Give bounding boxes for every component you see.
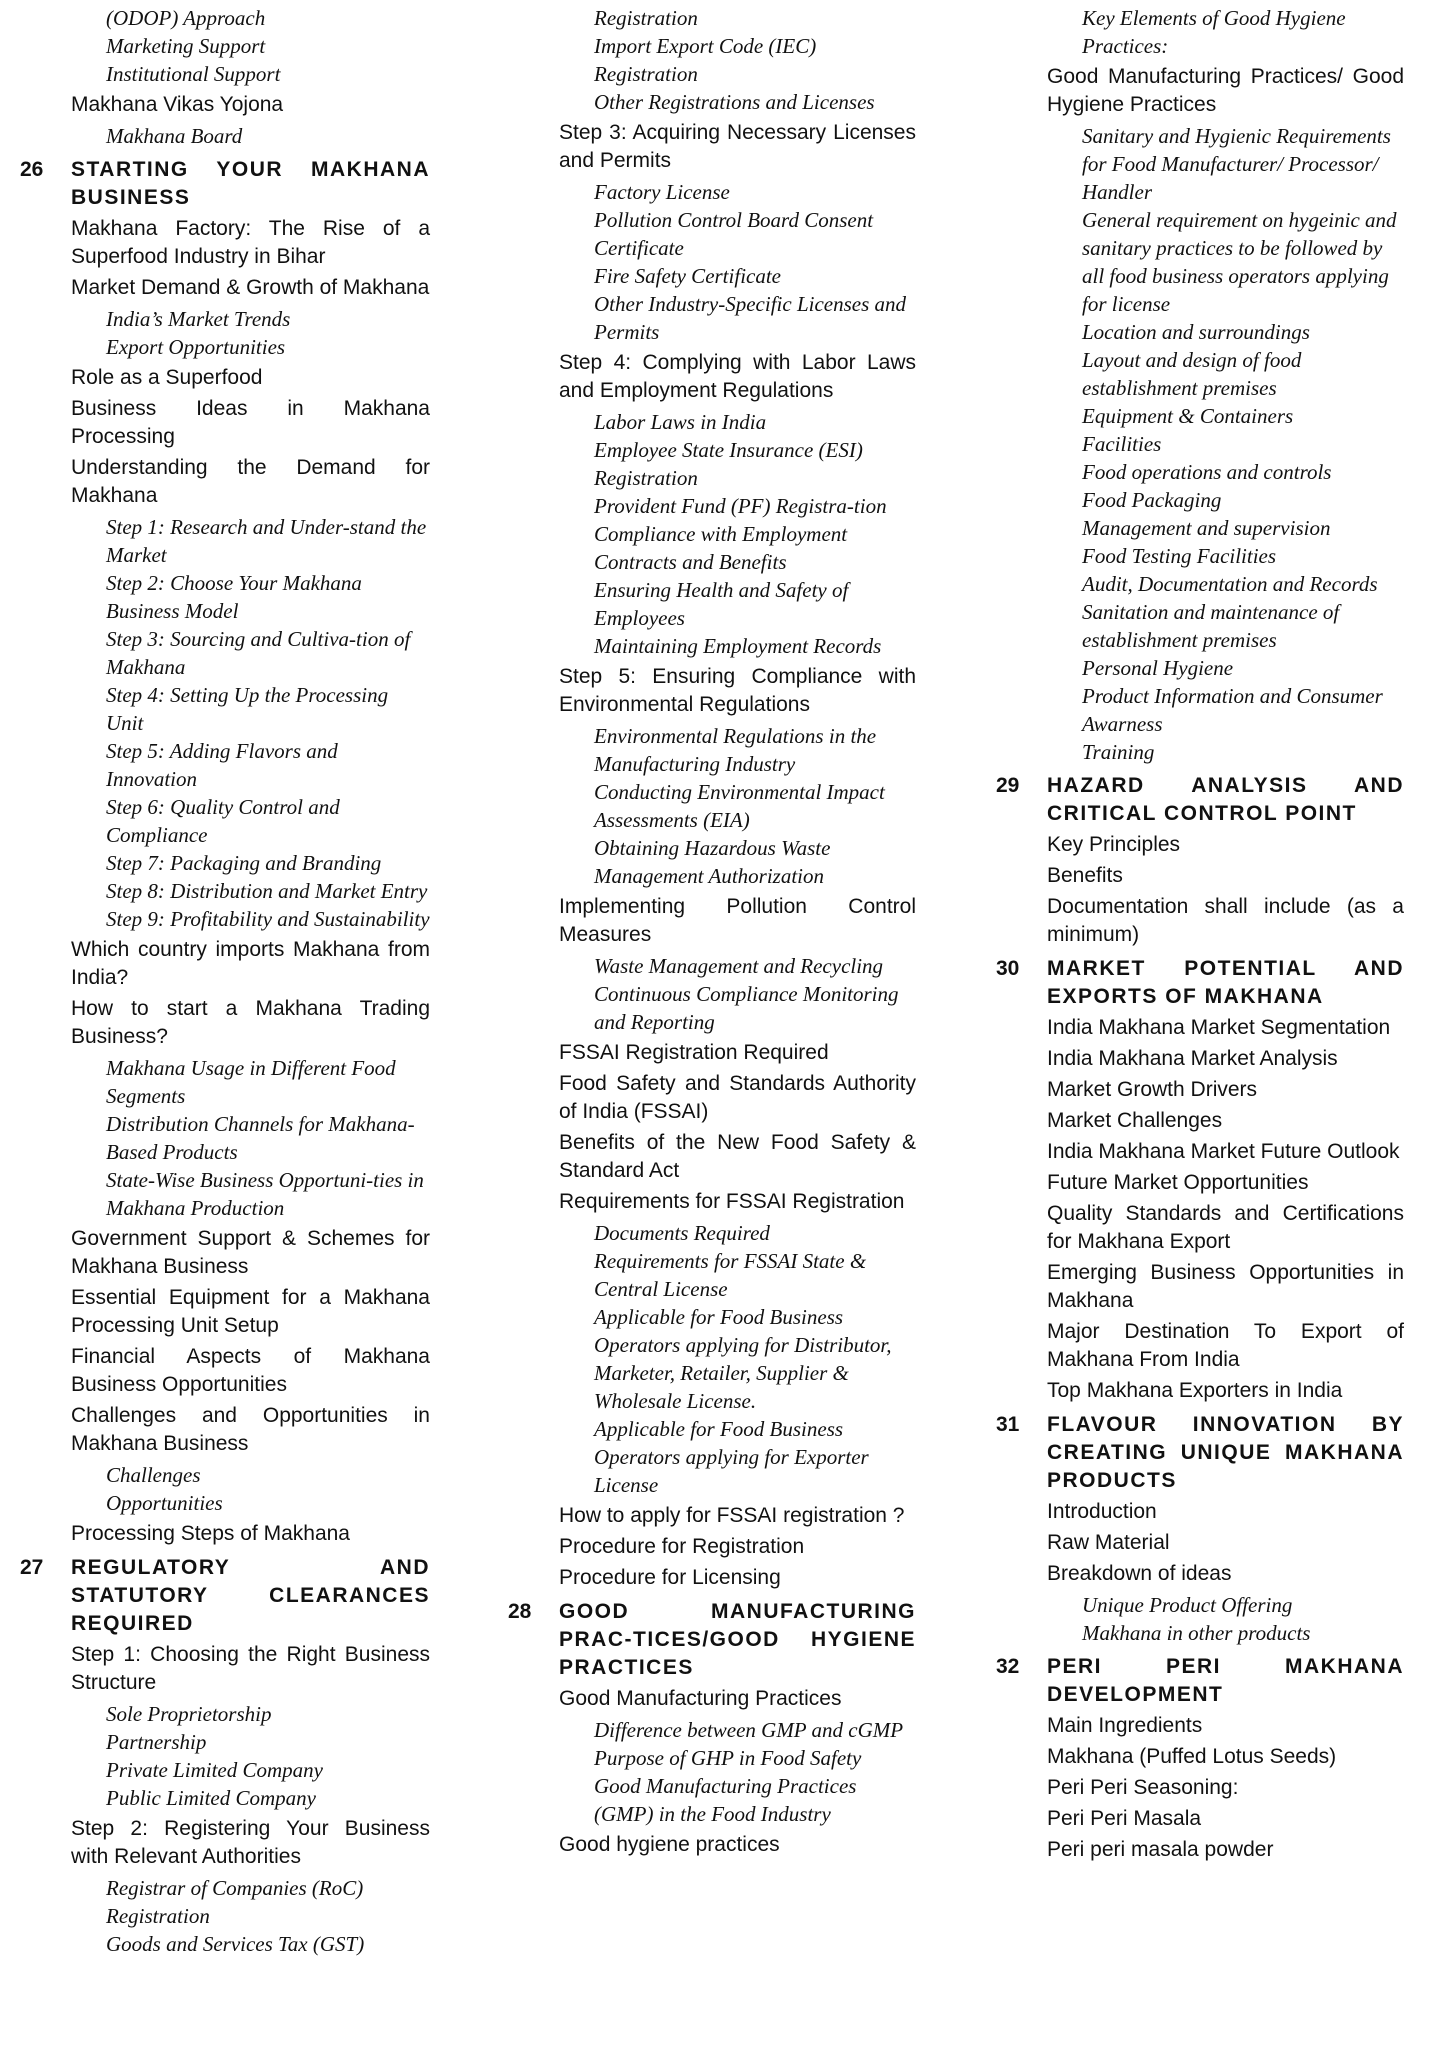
subsection-entry: Step 1: Research and Under-stand the Market [106, 515, 427, 567]
subsection-entry: Sole Proprietorship [106, 1702, 272, 1726]
section-entry: Government Support & Schemes for Makhana Business [71, 1227, 430, 1278]
subsection-entry: Challenges [106, 1463, 201, 1487]
subsection-entry: Food Packaging [1082, 488, 1222, 512]
subsection-entry: Conducting Environmental Impact Assessments (EIA) [594, 780, 885, 832]
subsection-entry: Ensuring Health and Safety of Employees [594, 578, 849, 630]
chapter-title: MARKET POTENTIAL AND EXPORTS OF MAKHANA [1047, 957, 1404, 1008]
subsection-entry: Factory License [594, 180, 730, 204]
chapter-heading [996, 1653, 1404, 1709]
section-entry: Financial Aspects of Makhana Business Opportunities [71, 1345, 430, 1396]
subsection-entry: Distribution Channels for Makhana-Based Products [106, 1112, 415, 1164]
chapter-number: 28 [508, 1600, 532, 1623]
subsection-entry: Continuous Compliance Monitoring and Reporting [594, 982, 899, 1034]
section-entry: Breakdown of ideas [1047, 1562, 1232, 1585]
subsection-entry: Purpose of GHP in Food Safety [594, 1746, 862, 1770]
section-entry: Challenges and Opportunities in Makhana Business [71, 1404, 430, 1455]
section-entry: Makhana (Puffed Lotus Seeds) [1047, 1745, 1337, 1768]
subsection-entry: Layout and design of food establishment premises [1082, 348, 1302, 400]
subsection-entry: State-Wise Business Opportuni-ties in Makhana Production [106, 1168, 424, 1220]
section-entry: Step 1: Choosing the Right Business Structure [71, 1643, 430, 1694]
chapter-title: HAZARD ANALYSIS AND CRITICAL CONTROL POINT [1047, 774, 1404, 825]
subsection-entry: Management and supervision [1082, 516, 1331, 540]
subsection-entry: Applicable for Food Business Operators applying for Distributor, Marketer, Retailer, Supplier & Wholesale License. [594, 1305, 892, 1413]
section-entry: Quality Standards and Certifications for Makhana Export [1047, 1202, 1404, 1253]
subsection-entry: Maintaining Employment Records [594, 634, 882, 658]
chapter-title: FLAVOUR INNOVATION BY CREATING UNIQUE MAKHANA PRODUCTS [1047, 1413, 1404, 1492]
subsection-entry: Obtaining Hazardous Waste Management Authorization [594, 836, 831, 888]
subsection-entry: Documents Required [594, 1221, 770, 1245]
subsection-entry: Food operations and controls [1082, 460, 1332, 484]
section-entry: Procedure for Registration [559, 1535, 805, 1558]
subsection-entry: Food Testing Facilities [1082, 544, 1277, 568]
subsection-entry: Marketing Support [106, 34, 266, 58]
section-entry: FSSAI Registration Required [559, 1041, 829, 1064]
subsection-entry: Sanitation and maintenance of establishment premises [1082, 600, 1340, 652]
subsection-entry: Step 7: Packaging and Branding [106, 851, 382, 875]
toc-column-3 [996, 4, 1404, 1864]
subsection-entry: Difference between GMP and cGMP [594, 1718, 904, 1742]
subsection-entry: Step 2: Choose Your Makhana Business Model [106, 571, 362, 623]
section-entry: Benefits [1047, 864, 1123, 887]
section-entry: Major Destination To Export of Makhana From India [1047, 1320, 1404, 1371]
chapter-title: PERI PERI MAKHANA DEVELOPMENT [1047, 1655, 1404, 1706]
subsection-entry: Sanitary and Hygienic Requirements for Food Manufacturer/ Processor/ Handler [1082, 124, 1391, 204]
chapter-heading [996, 772, 1404, 828]
subsection-entry: Step 6: Quality Control and Compliance [106, 795, 340, 847]
subsection-entry: Compliance with Employment Contracts and Benefits [594, 522, 848, 574]
section-entry: Processing Steps of Makhana [71, 1522, 350, 1545]
subsection-entry: Unique Product Offering [1082, 1593, 1293, 1617]
subsection-entry: Institutional Support [106, 62, 281, 86]
section-entry: Requirements for FSSAI Registration [559, 1190, 905, 1213]
subsection-entry: Step 8: Distribution and Market Entry [106, 879, 428, 903]
subsection-entry: Public Limited Company [106, 1786, 316, 1810]
subsection-entry: Fire Safety Certificate [594, 264, 782, 288]
section-entry: Documentation shall include (as a minimum) [1047, 895, 1404, 946]
subsection-entry: Step 9: Profitability and Sustainability [106, 907, 430, 931]
subsection-entry: Partnership [106, 1730, 207, 1754]
subsection-entry: Waste Management and Recycling [594, 954, 884, 978]
section-entry: Step 5: Ensuring Compliance with Environmental Regulations [559, 665, 916, 716]
subsection-entry: Equipment & Containers [1082, 404, 1294, 428]
subsection-entry: Step 3: Sourcing and Cultiva-tion of Makhana [106, 627, 411, 679]
subsection-entry: Training [1082, 740, 1155, 764]
section-entry: Main Ingredients [1047, 1714, 1203, 1737]
chapter-number: 32 [996, 1655, 1020, 1678]
section-entry: Good hygiene practices [559, 1833, 780, 1856]
subsection-entry: (ODOP) Approach [106, 6, 266, 30]
section-entry: Emerging Business Opportunities in Makhana [1047, 1261, 1404, 1312]
chapter-heading [996, 1411, 1404, 1495]
subsection-entry: Private Limited Company [106, 1758, 323, 1782]
section-entry: Step 4: Complying with Labor Laws and Employment Regulations [559, 351, 916, 402]
section-entry: Step 3: Acquiring Necessary Licenses and Permits [559, 121, 916, 172]
section-entry: Business Ideas in Makhana Processing [71, 397, 430, 448]
subsection-entry: Makhana in other products [1082, 1621, 1311, 1645]
section-entry: India Makhana Market Analysis [1047, 1047, 1338, 1070]
section-entry: Essential Equipment for a Makhana Processing Unit Setup [71, 1286, 430, 1337]
subsection-entry: Import Export Code (IEC) Registration [594, 34, 817, 86]
subsection-entry: Employee State Insurance (ESI) Registration [594, 438, 863, 490]
section-entry: India Makhana Market Segmentation [1047, 1016, 1391, 1039]
subsection-entry: Goods and Services Tax (GST) [106, 1932, 365, 1956]
section-entry: Good Manufacturing Practices [559, 1687, 842, 1710]
section-entry: Top Makhana Exporters in India [1047, 1379, 1343, 1402]
chapter-number: 29 [996, 774, 1020, 797]
section-entry: Good Manufacturing Practices/ Good Hygiene Practices [1047, 65, 1404, 116]
subsection-entry: Pollution Control Board Consent Certificate [594, 208, 874, 260]
subsection-entry: Makhana Board [106, 124, 243, 148]
subsection-entry: Personal Hygiene [1082, 656, 1234, 680]
section-entry: Step 2: Registering Your Business with Relevant Authorities [71, 1817, 430, 1868]
subsection-entry: Registrar of Companies (RoC) Registration [106, 1876, 364, 1928]
section-entry: Role as a Superfood [71, 366, 263, 389]
section-entry: India Makhana Market Future Outlook [1047, 1140, 1400, 1163]
subsection-entry: Step 4: Setting Up the Processing Unit [106, 683, 389, 735]
section-entry: Peri peri masala powder [1047, 1838, 1274, 1861]
section-entry: Peri Peri Seasoning: [1047, 1776, 1239, 1799]
subsection-entry: Opportunities [106, 1491, 223, 1515]
section-entry: Food Safety and Standards Authority of India (FSSAI) [559, 1072, 916, 1123]
section-entry: Introduction [1047, 1500, 1157, 1523]
chapter-number: 30 [996, 957, 1020, 980]
chapter-heading [996, 955, 1404, 1011]
toc-column-2 [508, 4, 916, 1859]
subsection-entry: General requirement on hygeinic and sanitary practices to be followed by all food business operators applying for license [1082, 208, 1397, 316]
subsection-entry: Labor Laws in India [594, 410, 767, 434]
subsection-entry: Requirements for FSSAI State & Central License [594, 1249, 867, 1301]
chapter-title: STARTING YOUR MAKHANA BUSINESS [71, 158, 430, 209]
subsection-entry: Good Manufacturing Practices (GMP) in the Food Industry [594, 1774, 857, 1826]
section-entry: Raw Material [1047, 1531, 1170, 1554]
section-entry: Benefits of the New Food Safety & Standard Act [559, 1131, 916, 1182]
section-entry: Procedure for Licensing [559, 1566, 781, 1589]
subsection-entry: Export Opportunities [106, 335, 286, 359]
toc-column-1 [20, 4, 430, 1958]
section-entry: Makhana Vikas Yojona [71, 93, 284, 116]
subsection-entry: Other Industry-Specific Licenses and Permits [594, 292, 907, 344]
section-entry: Key Principles [1047, 833, 1181, 856]
section-entry: Market Challenges [1047, 1109, 1223, 1132]
section-entry: Understanding the Demand for Makhana [71, 456, 430, 507]
chapter-heading [20, 1554, 430, 1638]
chapter-heading [20, 156, 430, 212]
subsection-entry: Step 5: Adding Flavors and Innovation [106, 739, 338, 791]
chapter-number: 27 [20, 1556, 44, 1579]
subsection-entry: Registration [594, 6, 698, 30]
section-entry: Makhana Factory: The Rise of a Superfood Industry in Bihar [71, 217, 430, 268]
subsection-entry: Environmental Regulations in the Manufacturing Industry [594, 724, 877, 776]
subsection-entry: Facilities [1082, 432, 1162, 456]
subsection-entry: Makhana Usage in Different Food Segments [106, 1056, 396, 1108]
section-entry: Peri Peri Masala [1047, 1807, 1202, 1830]
subsection-entry: Applicable for Food Business Operators applying for Exporter License [594, 1417, 869, 1497]
subsection-entry: Audit, Documentation and Records [1082, 572, 1378, 596]
subsection-entry: Product Information and Consumer Awarness [1082, 684, 1383, 736]
chapter-number: 31 [996, 1413, 1020, 1436]
chapter-title: REGULATORY AND STATUTORY CLEARANCES REQUIRED [71, 1556, 430, 1635]
section-entry: Which country imports Makhana from India? [71, 938, 430, 989]
subsection-entry: Provident Fund (PF) Registra-tion [594, 494, 887, 518]
subsection-entry: Key Elements of Good Hygiene Practices: [1082, 6, 1346, 58]
section-entry: Market Growth Drivers [1047, 1078, 1258, 1101]
section-entry: Implementing Pollution Control Measures [559, 895, 916, 946]
chapter-number: 26 [20, 158, 44, 181]
chapter-heading [508, 1598, 916, 1682]
section-entry: How to start a Makhana Trading Business? [71, 997, 430, 1048]
section-entry: How to apply for FSSAI registration ? [559, 1504, 905, 1527]
chapter-title: GOOD MANUFACTURING PRAC-TICES/GOOD HYGIENE PRACTICES [559, 1600, 916, 1679]
section-entry: Market Demand & Growth of Makhana [71, 276, 430, 299]
subsection-entry: India’s Market Trends [106, 307, 291, 331]
subsection-entry: Location and surroundings [1082, 320, 1310, 344]
subsection-entry: Other Registrations and Licenses [594, 90, 875, 114]
section-entry: Future Market Opportunities [1047, 1171, 1309, 1194]
